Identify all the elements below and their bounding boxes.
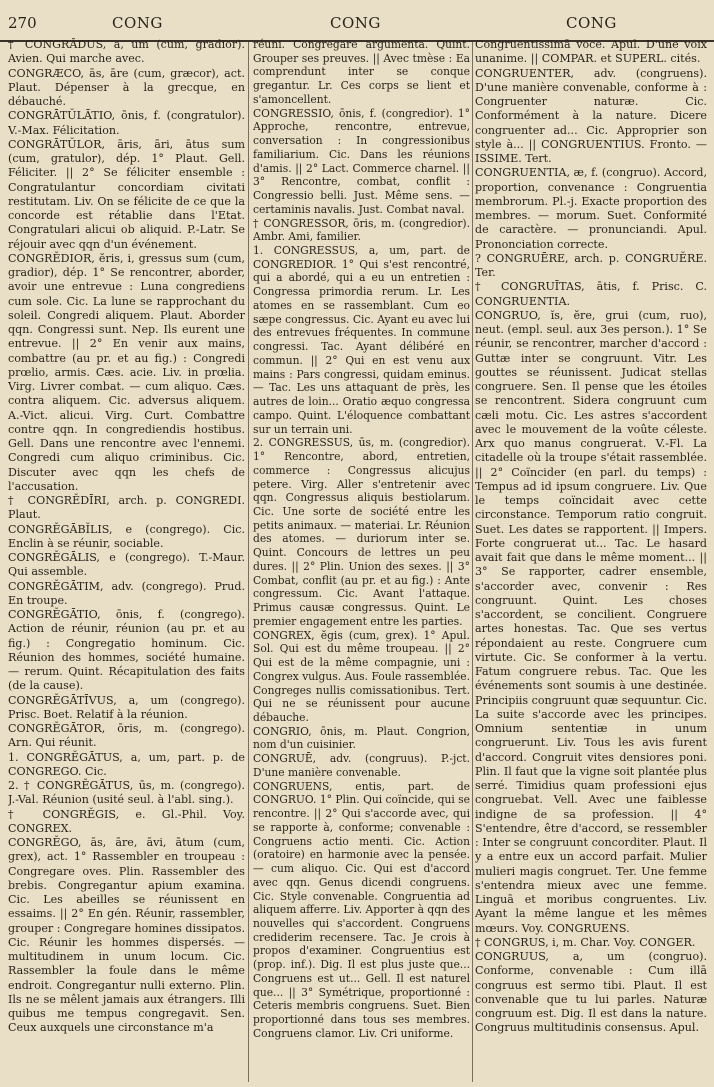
dictionary-entry: CONGRIO, ōnis, m. Plaut. Congrion, nom d'un cuisinier.: [253, 724, 470, 752]
dictionary-entry: CONGRĔGĀTOR, ōris, m. (congrego). Arn. Qui réunit.: [8, 722, 245, 750]
dictionary-entry: CONGRĀTŬLOR, āris, āri, ātus sum (cum, gratulor), dép. 1° Plaut. Gell. Féliciter. || 2° Se féliciter ensemble : Congratulantur concordiam civitati restitutam. Liv. On se félicite de ce que la concorde est rétablie dans l'Etat. Congratulari alicui ob aliquid. P.-Latr. Se réjouir avec qqn d'un événement.: [8, 137, 245, 251]
dictionary-entry: CONGRUENTER, adv. (congruens). D'une manière convenable, conforme à : Congruenter naturæ. Cic. Conformément à la nature. Dicere congruenter ad... Cic. Approprier son style à... || CONGRUENTIUS. Fronto. — ISSIME. Tert.: [475, 66, 707, 165]
dictionary-entry: CONGRĔGO, ās, āre, āvi, ātum (cum, grex), act. 1° Rassembler en troupeau : Congregare oves. Plin. Rassembler des brebis. Congregantur apium examina. Cic. Les abeilles se réunissent en essaims. || 2° En gén. Réunir, rassembler, grouper : Congregare homines dissipatos. Cic. Réunir les hommes dispersés. — multitudinem in unum locum. Cic. Rassembler la foule dans le même endroit. Congregantur nulli externo. Plin. Ils ne se mêlent jamais aux étrangers. Illi quibus me tempus congregavit. Sen. Ceux auxquels une circonstance m'a: [8, 836, 245, 1035]
dictionary-entry: CONGRUO, ĭs, ĕre, grui (cum, ruo), neut. (empl. seul. aux 3es person.). 1° Se réunir, se rencontrer, marcher d'accord : Guttæ inter se congruunt. Vitr. Les gouttes se réunissent. Judicat stellas congruere. Sen. Il pense que les étoiles se rencontrent. Sidera congruunt cum cæli motu. Cic. Les astres s'accordent avec le mouvement de la voûte céleste. Arx quo manus congruerat. V.-Fl. La citadelle où la troupe s'était rassemblée. || 2° Coïncider (en parl. du temps) : Tempus ad id ipsum congruere. Liv. Que le temps coïncidait avec cette circonstance. Temporum ratio congruit. Suet. Les dates se rapportent. || Impers. Forte congruerat ut... Tac. Le hasard avait fait que dans le même moment... || 3° Se rapporter, cadrer ensemble, s'accorder avec, convenir : Res congruunt. Quint. Les choses s'accordent, se concilient. Congruere artes honestas. Tac. Que ses vertus répondaient au reste. Congruere cum virtute. Cic. Se conformer à la vertu. Fatum congruere rebus. Tac. Que les événements sont soumis à une destinée. Principiis congruunt quæ sequuntur. Cic. La suite s'accorde avec les principes. Omnium sententiæ in unum congruerunt. Liv. Tous les avis furent d'accord. Congruit vites densiores poni. Plin. Il faut que la vigne soit plantée plus serré. Timidius quam professioni ejus congruebat. Vell. Avec une faiblesse indigne de sa profession. || 4° S'entendre, être d'accord, se ressembler : Inter se congruunt concorditer. Plaut. Il y a entre eux un accord parfait. Mulier mulieri magis congruet. Ter. Une femme s'entendra mieux avec une femme. Linguā et moribus congruentes. Liv. Ayant la même langue et les mêmes mœurs. Voy. CONGRUENS.: [475, 308, 707, 935]
dictionary-entry: Congruentissimā voce. Apul. D'une voix unanime. || COMPAR. et SUPERL. cités.: [475, 38, 707, 66]
dictionary-entry: CONGRĔGĀTIO, ōnis, f. (congrego). Action de réunir, réunion (au pr. et au fig.) : Congregatio hominum. Cic. Réunion des hommes, société humaine. — rerum. Quint. Récapitulation des faits (de la cause).: [8, 608, 245, 693]
dictionary-entry: † CONGRĂDUS, a, um (cum, gradior). Avien. Qui marche avec.: [8, 38, 245, 66]
dictionary-entry: CONGRUĒ, adv. (congruus). P.-jct. D'une manière convenable.: [253, 752, 470, 779]
column-divider: [248, 42, 249, 1082]
dictionary-entry: CONGRĔGĀLIS, e (congrego). T.-Maur. Qui assemble.: [8, 551, 245, 579]
dictionary-entry: † CONGRUS, i, m. Char. Voy. CONGER.: [475, 935, 696, 949]
column-divider: [472, 42, 473, 1082]
guide-word-right: CONG: [566, 14, 617, 32]
dictionary-entry: † CONGRUĪTAS, ātis, f. Prisc. C. CONGRUENTIA.: [475, 280, 707, 308]
dictionary-entry: 1. CONGRESSUS, a, um, part. de CONGREDIOR. 1° Qui s'est rencontré, qui a abordé, qui a eu un entretien : Congressa primordia rerum. Lr. Les atomes en se rassemblant. Cum eo sæpe congressus. Cic. Ayant eu avec lui des entrevues fréquentes. In commune congressi. Tac. Ayant délibéré en commun. || 2° Qui en est venu aux mains : Pars congressi, quidam eminus. — Tac. Les uns attaquant de près, les autres de loin... Oratio æquo congressa campo. Quint. L'éloquence combattant sur un terrain uni.: [253, 244, 470, 436]
dictionary-entry: CONGRUENS, entis, part. de CONGRUO. 1° Plin. Qui coïncide, qui se rencontre. || 2° Qui s'accorde avec, qui se rapporte à, conforme; convenable : Congruens actio menti. Cic. Action (oratoire) en harmonie avec la pensée. — cum aliquo. Cic. Qui est d'accord avec qqn. Genus dicendi congruens. Cic. Style convenable. Congruentia ad aliquem afferre. Liv. Apporter à qqn des nouvelles qui s'accordent. Congruens crediderim recensere. Tac. Je crois à propos d'examiner. Congruentius est (prop. inf.). Dig. Il est plus juste que... Congruens est ut... Gell. Il est naturel que... || 3° Symétrique, proportionné : Ceteris membris congruens. Suet. Bien proportionné dans tous ses membres. Congruens clamor. Liv. Cri uniforme.: [253, 779, 470, 1040]
dictionary-entry: 2. CONGRESSUS, ūs, m. (congredior). 1° Rencontre, abord, entretien, commerce : Congressus alicujus petere. Virg. Aller s'entretenir avec qqn. Congressus aliquis bestiolarum. Cic. Une sorte de société entre les petits animaux. — materiai. Lr. Réunion des atomes. — duriorum inter se. Quint. Concours de lettres un peu dures. || 2° Plin. Union des sexes. || 3° Combat, conflit (au pr. et au fig.) : Ante congressum. Cic. Avant l'attaque. Primus causæ congressus. Quint. Le premier engagement entre les parties.: [253, 436, 470, 628]
column-3: [475, 38, 707, 1081]
dictionary-entry: CONGRĔGĀTĪVUS, a, um (congrego). Prisc. Boet. Relatif à la réunion.: [8, 693, 245, 721]
dictionary-entry: CONGRESSIO, ōnis, f. (congredior). 1° Approche, rencontre, entrevue, conversation : In congressionibus familiarium. Cic. Dans les réunions d'amis. || 2° Lact. Commerce charnel. || 3° Rencontre, combat, conflit : Congressio belli. Just. Même sens. — certaminis navalis. Just. Combat naval.: [253, 106, 470, 216]
dictionary-entry: CONGRĀTŬLĀTIO, ōnis, f. (congratulor). V.-Max. Félicitation.: [8, 109, 245, 137]
guide-word-center: CONG: [330, 14, 381, 32]
dictionary-entry: CONGRÆCO, ās, āre (cum, græcor), act. Plaut. Dépenser à la grecque, en débauché.: [8, 66, 245, 108]
dictionary-entry: réuni. Congregare argumenta. Quint. Grouper ses preuves. || Avec tmèse : Ea comprendunt inter se conque gregantur. Lr. Ces corps se lient et s'amoncellent.: [253, 38, 470, 106]
running-header: [0, 0, 714, 40]
dictionary-entry: CONGRĔGĀTIM, adv. (congrego). Prud. En troupe.: [8, 579, 245, 607]
dictionary-entry: CONGRĔGĀBĬLIS, e (congrego). Cic. Enclin à se réunir, sociable.: [8, 522, 245, 550]
guide-word-left: CONG: [112, 14, 163, 32]
dictionary-entry: CONGRUUS, a, um (congruo). Conforme, convenable : Cum illā congruus est sermo tibi. Plaut. Il est convenable que tu lui parles. Naturæ congruum est. Dig. Il est dans la nature. Congruus multitudinis consensus. Apul.: [475, 950, 707, 1035]
dictionary-entry: † CONGRĔGIS, e. Gl.-Phil. Voy. CONGREX.: [8, 807, 245, 835]
dictionary-entry: 1. CONGRĔGĀTUS, a, um, part. p. de CONGREGO. Cic.: [8, 750, 245, 778]
dictionary-entry: ? CONGRUĒRE, arch. p. CONGRUĔRE. Ter.: [475, 251, 707, 279]
dictionary-entry: † CONGRĔDĪRI, arch. p. CONGREDI. Plaut.: [8, 494, 245, 522]
dictionary-entry: † CONGRESSOR, ōris, m. (congredior). Ambr. Ami, familier.: [253, 216, 470, 244]
dictionary-entry: 2. † CONGRĔGĀTUS, ūs, m. (congrego). J.-Val. Réunion (usité seul. à l'abl. sing.).: [8, 779, 245, 807]
dictionary-entry: CONGREX, ĕgis (cum, grex). 1° Apul. Sol. Qui est du même troupeau. || 2° Qui est de la même compagnie, uni : Congrex vulgus. Aus. Foule rassemblée. Congreges nullis comissationibus. Tert. Qui ne se réunissent pour aucune débauche.: [253, 628, 470, 724]
dictionary-entry: CONGRĔDIOR, ĕris, i, gressus sum (cum, gradior), dép. 1° Se rencontrer, aborder, avoir une entrevue : Luna congrediens cum sole. Cic. La lune se rapprochant du soleil. Congredi aliquem. Plaut. Aborder qqn. Congressi sunt. Nep. Ils eurent une entrevue. || 2° En venir aux mains, combattre (au pr. et au fig.) : Congredi prœlio, armis. Cæs. acie. Liv. in prœlia. Virg. Livrer combat. — cum aliquo. Cæs. contra aliquem. Cic. adversus aliquem. A.-Vict. alicui. Virg. Curt. Combattre contre qqn. In congrediendis hostibus. Gell. Dans une rencontre avec l'ennemi. Congredi cum aliquo criminibus. Cic. Discuter avec qqn les chefs de l'accusation.: [8, 251, 245, 493]
page-number: 270: [8, 14, 37, 32]
dictionary-entry: CONGRUENTIA, æ, f. (congruo). Accord, proportion, convenance : Congruentia membrorum. Pl.-j. Exacte proportion des membres. — morum. Suet. Conformité de caractère. — pronunciandi. Apul. Prononciation correcte.: [475, 166, 707, 251]
column-1: [8, 38, 245, 1081]
column-2: [253, 38, 470, 1081]
